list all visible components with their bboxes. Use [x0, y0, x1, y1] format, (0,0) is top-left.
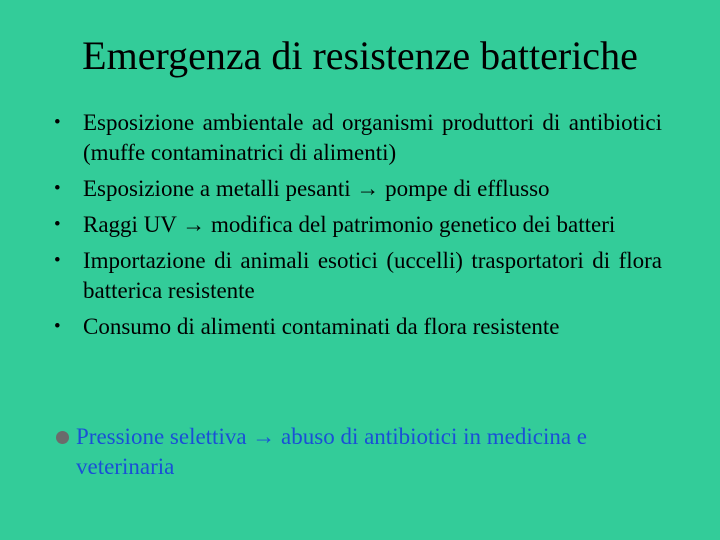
bullet-dot-icon: • [54, 250, 61, 271]
bullet-text: Consumo di alimenti contaminati da flora resistente [83, 314, 560, 339]
highlight-bullet [56, 422, 686, 482]
bullet-item [54, 210, 662, 240]
bullet-dot-icon: • [54, 112, 61, 133]
bullet-list [54, 108, 662, 348]
bullet-dot-icon: • [54, 214, 61, 235]
bullet-item [54, 312, 662, 342]
slide-title: Emergenza di resistenze batteriche [82, 33, 638, 78]
bullet-dot-icon: • [54, 316, 61, 337]
bullet-dot-icon: • [54, 178, 61, 199]
highlight-text: Pressione selettiva → abuso di antibiotici in medicina e veterinaria [76, 424, 587, 479]
bullet-item [54, 174, 662, 204]
bullet-text: Importazione di animali esotici (uccelli) trasportatori di flora batterica resistente [83, 248, 662, 303]
bullet-text: Esposizione ambientale ad organismi produttori di antibiotici (muffe contaminatrici di alimenti) [83, 110, 662, 165]
bullet-text: Raggi UV → modifica del patrimonio genetico dei batteri [83, 212, 616, 237]
bullet-item [54, 108, 662, 168]
bullet-text: Esposizione a metalli pesanti → pompe di efflusso [83, 176, 550, 201]
gray-circle-bullet-icon [56, 431, 69, 444]
bullet-item [54, 246, 662, 306]
